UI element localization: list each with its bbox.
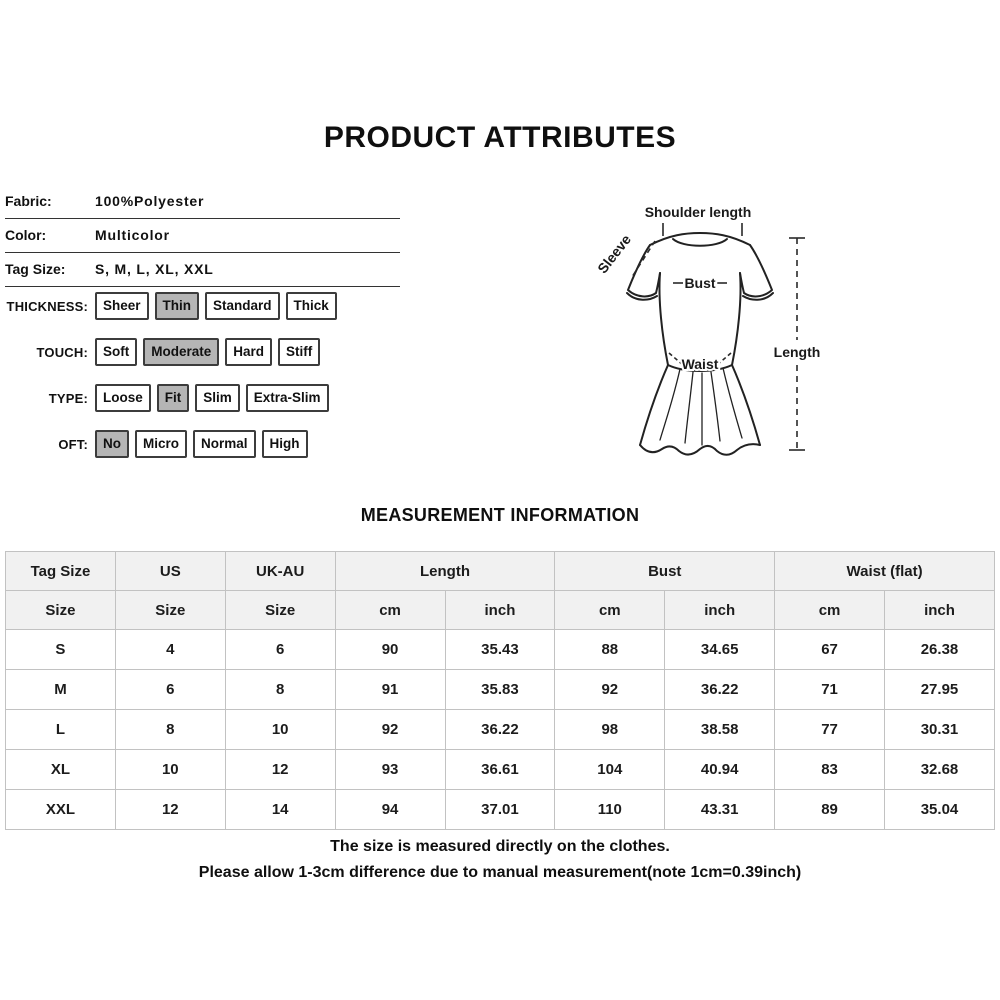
cell: 34.65 <box>665 630 775 670</box>
cell: 89 <box>775 790 885 830</box>
sleeve-measure-line <box>632 241 655 277</box>
chip-high: High <box>262 430 308 458</box>
option-row-touch <box>0 337 500 367</box>
size-table-body <box>6 630 995 830</box>
chip-micro: Micro <box>135 430 187 458</box>
chip-slim: Slim <box>195 384 240 412</box>
cell: 10 <box>225 710 335 750</box>
chip-no-selected: No <box>95 430 129 458</box>
table-sub-header-row <box>6 591 995 630</box>
chip-sheer: Sheer <box>95 292 149 320</box>
chip-hard: Hard <box>225 338 272 366</box>
bust-label: Bust <box>684 275 716 291</box>
cell: 30.31 <box>885 710 995 750</box>
attribute-row-tag-size <box>5 253 400 287</box>
waist-tick-right <box>717 353 731 365</box>
cell: 27.95 <box>885 670 995 710</box>
header-tag-size: Tag Size <box>6 552 116 591</box>
option-row-type <box>0 383 500 413</box>
cell: 6 <box>115 670 225 710</box>
dress-outline <box>627 233 773 455</box>
cell: 94 <box>335 790 445 830</box>
shoulder-length-label: Shoulder length <box>644 204 752 220</box>
attribute-label: Color: <box>5 227 47 243</box>
length-label: Length <box>773 344 821 360</box>
header-us: US <box>115 552 225 591</box>
cell: 35.83 <box>445 670 555 710</box>
header-waist-flat: Waist (flat) <box>775 552 995 591</box>
header-bust: Bust <box>555 552 775 591</box>
subheader: Size <box>225 591 335 630</box>
table-row-m <box>6 670 995 710</box>
cell: XXL <box>6 790 116 830</box>
chip-stiff: Stiff <box>278 338 320 366</box>
note-line-1: The size is measured directly on the clothes. <box>330 838 670 855</box>
cell: L <box>6 710 116 750</box>
cell: 90 <box>335 630 445 670</box>
cell: 92 <box>335 710 445 750</box>
chip-loose: Loose <box>95 384 151 412</box>
table-row-xl <box>6 750 995 790</box>
cell: 71 <box>775 670 885 710</box>
chip-group-oft <box>95 430 308 458</box>
cell: M <box>6 670 116 710</box>
cell: 10 <box>115 750 225 790</box>
measurement-notes <box>0 834 1000 886</box>
attribute-row-color <box>5 219 400 253</box>
cell: 36.22 <box>665 670 775 710</box>
subheader: inch <box>665 591 775 630</box>
cell: 37.01 <box>445 790 555 830</box>
cell: 40.94 <box>665 750 775 790</box>
cell: 12 <box>225 750 335 790</box>
attribute-label: Tag Size: <box>5 261 66 277</box>
cell: 35.04 <box>885 790 995 830</box>
cell: 67 <box>775 630 885 670</box>
chip-normal: Normal <box>193 430 256 458</box>
subheader: cm <box>335 591 445 630</box>
chip-extra-slim: Extra-Slim <box>246 384 329 412</box>
chip-soft: Soft <box>95 338 137 366</box>
chip-group-type <box>95 384 329 412</box>
subheader: cm <box>555 591 665 630</box>
header-uk-au: UK-AU <box>225 552 335 591</box>
cell: 88 <box>555 630 665 670</box>
skirt-fold-lines <box>660 368 742 445</box>
attribute-value: 100%Polyester <box>95 193 205 209</box>
cell: 12 <box>115 790 225 830</box>
chip-thin-selected: Thin <box>155 292 200 320</box>
cell: XL <box>6 750 116 790</box>
table-group-header-row <box>6 552 995 591</box>
cell: 4 <box>115 630 225 670</box>
cell: S <box>6 630 116 670</box>
cell: 14 <box>225 790 335 830</box>
subheader: inch <box>445 591 555 630</box>
header-length: Length <box>335 552 555 591</box>
cell: 36.22 <box>445 710 555 750</box>
option-row-oft <box>0 429 500 459</box>
size-table-header <box>6 552 995 630</box>
option-row-thickness <box>0 291 500 321</box>
cell: 43.31 <box>665 790 775 830</box>
cell: 104 <box>555 750 665 790</box>
cell: 93 <box>335 750 445 790</box>
attribute-list <box>5 185 400 287</box>
attribute-value: S, M, L, XL, XXL <box>95 261 214 277</box>
size-table <box>5 551 995 830</box>
cell: 77 <box>775 710 885 750</box>
chip-fit-selected: Fit <box>157 384 190 412</box>
cell: 8 <box>115 710 225 750</box>
cell: 32.68 <box>885 750 995 790</box>
table-row-xxl <box>6 790 995 830</box>
cell: 38.58 <box>665 710 775 750</box>
cell: 6 <box>225 630 335 670</box>
page-title: PRODUCT ATTRIBUTES <box>323 121 677 154</box>
option-row-label: TOUCH: <box>36 344 88 360</box>
chip-standard: Standard <box>205 292 280 320</box>
cell: 98 <box>555 710 665 750</box>
option-row-label: THICKNESS: <box>6 298 88 314</box>
sleeve-label: Sleeve <box>594 231 635 277</box>
subheader: inch <box>885 591 995 630</box>
chip-thick: Thick <box>286 292 337 320</box>
option-row-label: TYPE: <box>48 390 88 406</box>
cell: 8 <box>225 670 335 710</box>
dress-measurement-diagram <box>585 195 890 490</box>
subheader: cm <box>775 591 885 630</box>
attribute-row-fabric <box>5 185 400 219</box>
measure-marks <box>632 223 805 450</box>
cell: 110 <box>555 790 665 830</box>
subheader: Size <box>6 591 116 630</box>
cell: 26.38 <box>885 630 995 670</box>
dress-diagram-svg <box>585 195 890 490</box>
waist-label: Waist <box>681 356 719 372</box>
cell: 92 <box>555 670 665 710</box>
cell: 91 <box>335 670 445 710</box>
table-row-l <box>6 710 995 750</box>
table-row-s <box>6 630 995 670</box>
cell: 83 <box>775 750 885 790</box>
attribute-value: Multicolor <box>95 227 170 243</box>
cell: 35.43 <box>445 630 555 670</box>
subheader: Size <box>115 591 225 630</box>
option-rows <box>0 291 500 475</box>
chip-moderate-selected: Moderate <box>143 338 219 366</box>
measurement-heading: MEASUREMENT INFORMATION <box>360 505 640 525</box>
cell: 36.61 <box>445 750 555 790</box>
attribute-label: Fabric: <box>5 193 52 209</box>
chip-group-touch <box>95 338 320 366</box>
chip-group-thickness <box>95 292 337 320</box>
note-line-2: Please allow 1-3cm difference due to manual measurement(note 1cm=0.39inch) <box>198 864 802 881</box>
option-row-label: OFT: <box>58 436 88 452</box>
